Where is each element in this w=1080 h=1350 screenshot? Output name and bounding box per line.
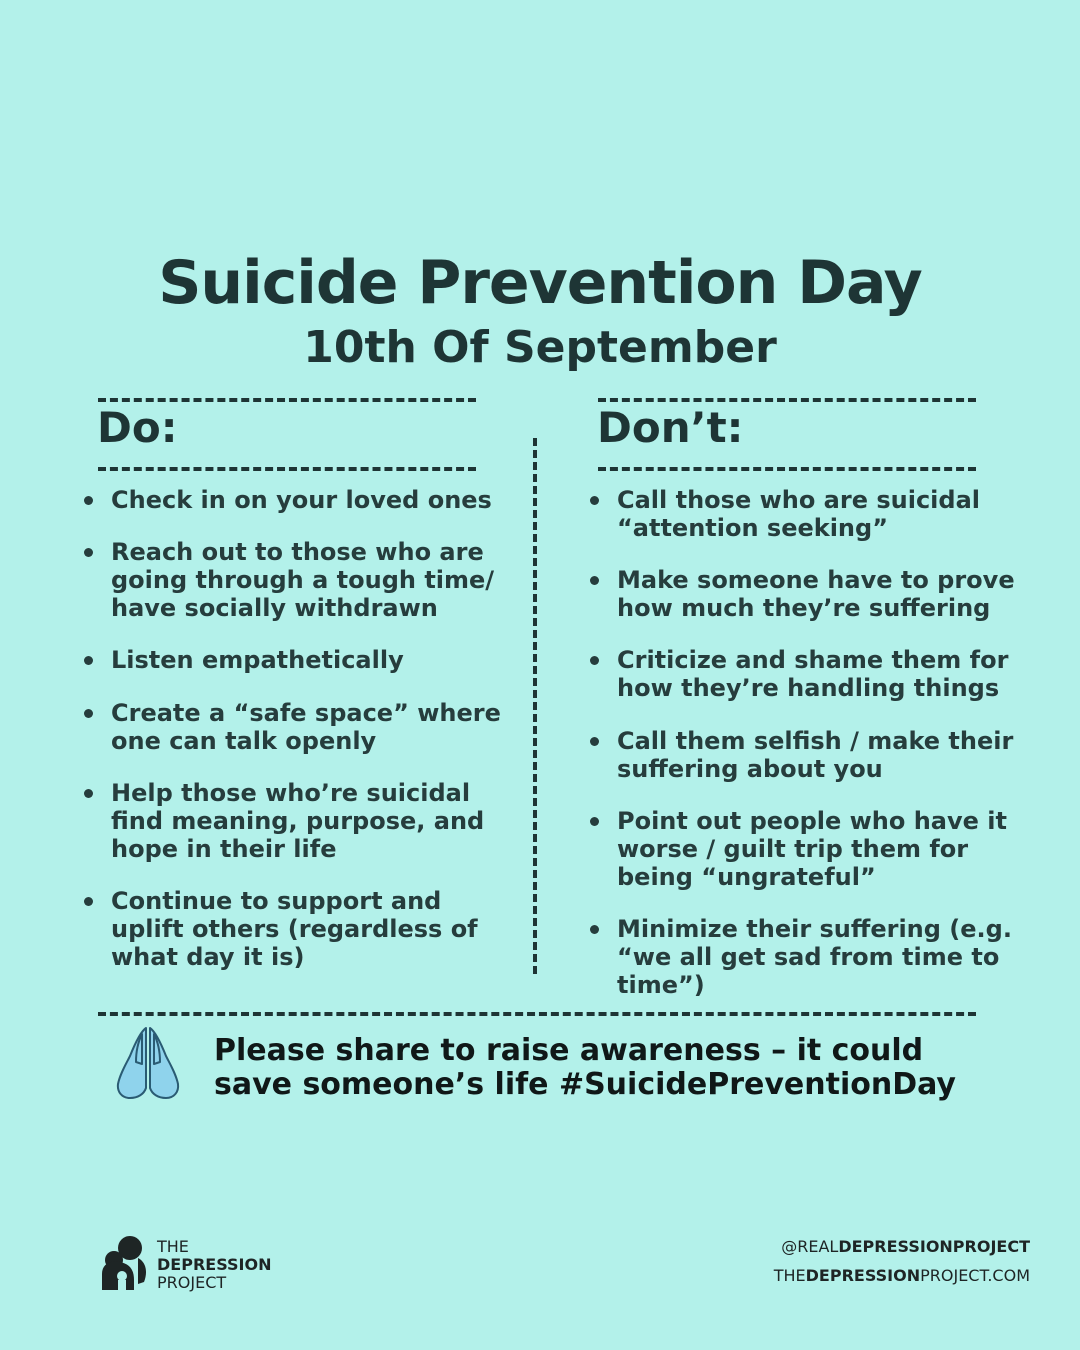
praying-hands-icon [112,1022,184,1104]
do-list [84,486,504,971]
page-title: Suicide Prevention Day [158,248,922,318]
dont-top-divider [598,398,976,402]
dont-item: Criticize and shame them for how they’re handling things [590,646,1030,702]
footer-divider [98,1012,976,1016]
dont-item: Point out people who have it worse / guilt trip them for being “ungrateful” [590,807,1030,891]
contact-info [774,1232,1030,1290]
column-divider [533,438,537,974]
dont-heading: Don’t: [597,403,744,452]
do-top-divider [98,398,476,402]
social-handle: @REALDEPRESSIONPROJECT [781,1237,1030,1256]
dont-item: Call them selfish / make their suffering about you [590,727,1030,783]
dont-list [590,486,1030,999]
do-item: Check in on your loved ones [84,486,504,514]
share-line-1: Please share to raise awareness – it could [214,1033,924,1068]
logo-line-depression: DEPRESSION [157,1255,272,1274]
do-item: Reach out to those who are going through a tough time/ have socially withdrawn [84,538,504,622]
do-item: Continue to support and uplift others (regardless of what day it is) [84,887,504,971]
dont-item: Call those who are suicidal “attention seeking” [590,486,1030,542]
do-item: Help those who’re suicidal find meaning, purpose, and hope in their life [84,779,504,863]
do-item: Create a “safe space” where one can talk openly [84,699,504,755]
logo-line-project: PROJECT [157,1273,227,1292]
logo-text [157,1238,271,1292]
do-heading: Do: [97,403,178,452]
do-item: Listen empathetically [84,646,504,674]
depression-project-logo-icon [98,1234,152,1290]
share-message [214,1034,994,1102]
dont-bottom-divider [598,467,976,471]
share-line-2: save someone’s life #SuicidePreventionDay [214,1067,956,1102]
website: THEDEPRESSIONPROJECT.COM [773,1266,1030,1285]
dont-item: Minimize their suffering (e.g. “we all get sad from time to time”) [590,915,1030,999]
logo-line-the: THE [157,1237,189,1256]
do-bottom-divider [98,467,476,471]
dont-item: Make someone have to prove how much they’re suffering [590,566,1030,622]
page-subtitle: 10th Of September [303,322,777,373]
